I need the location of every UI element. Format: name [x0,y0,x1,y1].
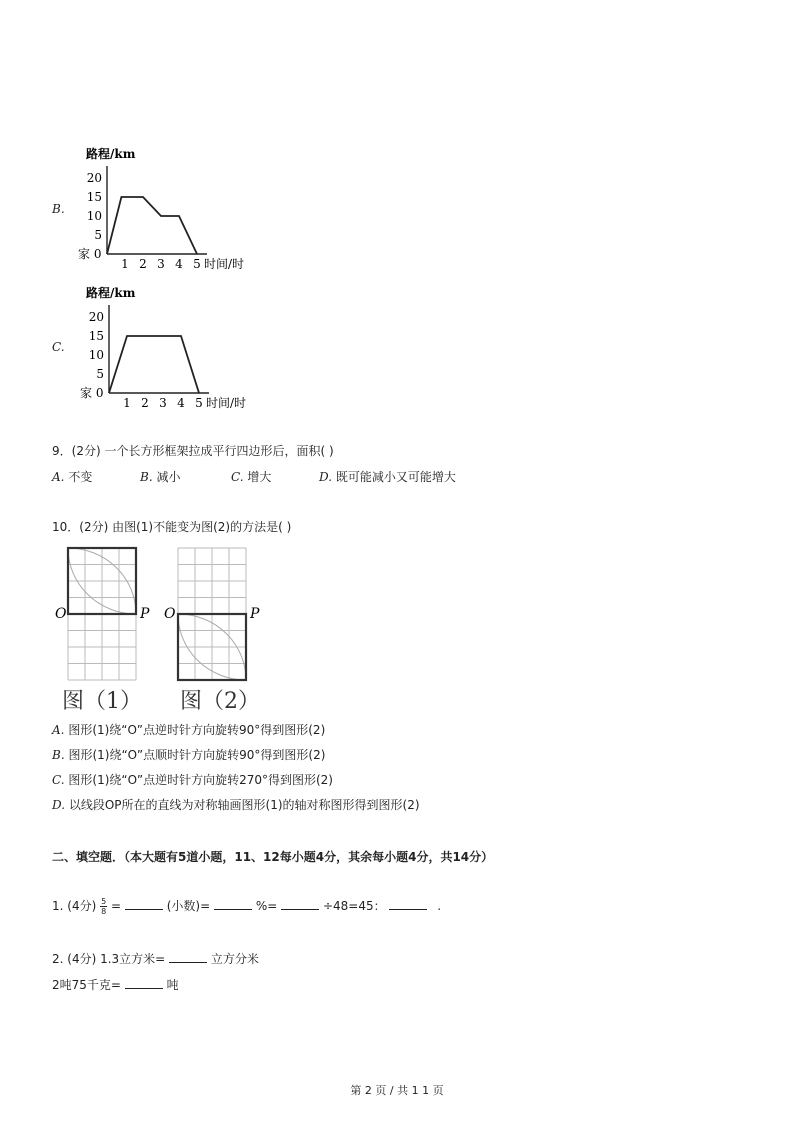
equals-text: = [111,899,122,913]
answer-blank[interactable] [169,950,207,963]
x-tick: 3 [157,257,165,271]
option-text: 既可能减小又可能增大 [335,470,456,484]
option-text: 以线段OP所在的直线为对称轴画图形(1)的轴对称图形得到图形(2) [68,798,420,812]
q10-figures [50,542,270,714]
option-b-letter: B. [52,202,65,216]
y-tick: 20 [88,310,104,324]
y-tick: 5 [96,367,104,381]
y-axis-label: 路程/km [86,286,136,300]
y-tick: 15 [86,190,102,204]
q9-option-a[interactable] [52,469,92,485]
option-text: 增大 [247,470,272,484]
q9-stem: 9．(2分) 一个长方形框架拉成平行四边形后，面积( ) [52,444,334,458]
option-letter: C. [231,470,244,484]
q10-stem: 10．(2分) 由图(1)不能变为图(2)的方法是( ) [52,520,292,534]
x-axis-label: 时间/时 [204,257,245,271]
answer-blank[interactable] [389,897,427,910]
segment-text: ÷48=45： [322,899,386,913]
y-tick: 10 [86,209,102,223]
segment-text: 2吨75千克= [52,978,121,992]
y-axis-label: 路程/km [86,147,136,161]
q10-option-a[interactable] [52,722,325,738]
segment-text: (小数)= [166,899,211,913]
option-letter: A. [52,470,65,484]
fraction-numerator: 5 [101,897,107,906]
answer-blank[interactable] [125,897,163,910]
option-c-graph [72,281,262,411]
fill-question-1 [52,897,441,916]
segment-text: 2. (4分) 1.3立方米= [52,952,166,966]
answer-blank[interactable] [125,976,163,989]
y-tick: 15 [88,329,104,343]
y-tick: 10 [88,348,104,362]
option-text: 不变 [68,470,93,484]
q9-option-d[interactable] [319,469,456,485]
option-c-letter: C. [52,340,65,354]
option-letter: A. [52,723,65,737]
option-letter: D. [319,470,333,484]
option-text: 减小 [156,470,181,484]
fraction-denominator: 8 [101,907,107,916]
x-tick: 1 [123,396,131,410]
label-p: P [250,606,260,622]
x-axis-label: 时间/时 [206,396,247,410]
fraction [100,897,107,916]
segment-text: %= [255,899,278,913]
page-footer: 第 2 页 / 共 1 1 页 [350,1084,444,1097]
y-tick: 5 [94,228,102,242]
figure1-caption: 图（1） [62,689,142,714]
option-b-graph [72,142,262,272]
fill-question-2-line2 [52,976,179,993]
x-tick: 5 [195,396,203,410]
answer-blank[interactable] [281,897,319,910]
x-tick: 2 [141,396,149,410]
answer-blank[interactable] [214,897,252,910]
question-number: 1. (4分) [52,899,97,913]
end-period: . [437,899,442,913]
option-letter: B. [52,748,65,762]
x-tick: 3 [159,396,167,410]
origin-label: 家 0 [78,247,102,261]
q9-option-c[interactable] [231,469,271,485]
option-text: 图形(1)绕“O”点顺时针方向旋转90°得到图形(2) [68,748,326,762]
label-o: O [164,606,176,622]
series-line [107,197,197,254]
fill-question-2-line1 [52,950,259,967]
y-tick: 20 [86,171,102,185]
q10-option-b[interactable] [52,747,325,763]
segment-text: 立方分米 [210,952,259,966]
q9-option-b[interactable] [140,469,180,485]
section-title: 二、填空题．（本大题有5道小题，11、12每小题4分，其余每小题4分，共14分） [52,850,494,864]
option-text: 图形(1)绕“O”点逆时针方向旋转90°得到图形(2) [68,723,326,737]
x-tick: 4 [177,396,185,410]
segment-text: 吨 [166,978,179,992]
x-tick: 4 [175,257,183,271]
option-letter: C. [52,773,65,787]
option-letter: B. [140,470,153,484]
q10-option-c[interactable] [52,772,333,788]
figure2-caption: 图（2） [180,689,260,714]
x-tick: 2 [139,257,147,271]
label-p: P [140,606,150,622]
series-line [109,336,199,393]
x-tick: 1 [121,257,129,271]
label-o: O [55,606,67,622]
option-text: 图形(1)绕“O”点逆时针方向旋转270°得到图形(2) [68,773,333,787]
option-letter: D. [52,798,66,812]
origin-label: 家 0 [80,386,104,400]
q10-option-d[interactable] [52,797,420,813]
x-tick: 5 [193,257,201,271]
